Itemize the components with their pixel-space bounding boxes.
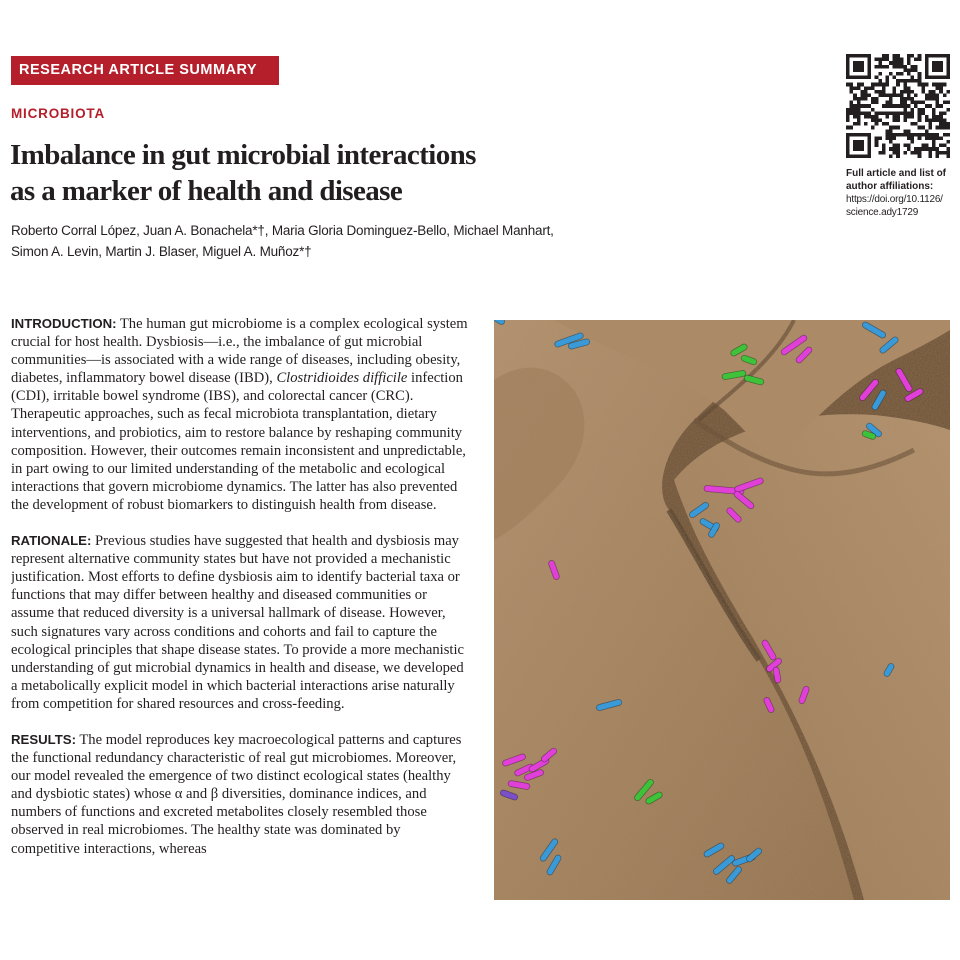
- species-name: Clostridioides difficile: [276, 370, 408, 387]
- results-paragraph: [11, 731, 473, 858]
- doi-link[interactable]: science.ady1729: [846, 207, 919, 218]
- introduction-heading: INTRODUCTION:: [11, 316, 117, 331]
- micrograph-image: [494, 320, 950, 900]
- text-fade: [0, 880, 480, 920]
- article-type-banner: RESEARCH ARTICLE SUMMARY: [11, 56, 279, 85]
- title-line: Imbalance in gut microbial interactions: [10, 139, 476, 171]
- introduction-text: The human gut microbiome is a complex ecological system crucial for host health. Dysbiosis—i.e., the imbalance of gut microbial communities—is associated with a wide range of diseases, including obesity, diabetes, inflammatory bowel disease (IBD),: [11, 316, 468, 387]
- doi-link[interactable]: https://doi.org/10.1126/: [846, 194, 943, 205]
- qr-caption: [846, 167, 958, 219]
- rationale-text: Previous studies have suggested that health and dysbiosis may represent alternative community states but have not provided a mechanistic justification. Most efforts to define dysbiosis aim to identify bacterial taxa or functions that may differ between healthy and diseased communities or assume that reduced diversity is a universal hallmark of disease. However, such signatures vary across conditions and cohorts and fail to capture the ecological principles that shape disease states. To provide a more mechanistic understanding of gut microbial dynamics in health and disease, we developed a metabolically explicit model in which bacterial interactions arise naturally from competition for shared resources and cross-feeding.: [11, 533, 464, 712]
- qr-code-icon[interactable]: [846, 54, 950, 158]
- surface-texture: [494, 320, 950, 900]
- introduction-paragraph: [11, 315, 473, 514]
- results-text: The model reproduces key macroecological patterns and captures the functional redundancy characteristic of real gut microbiomes. Moreover, our model revealed the emergence of two distinct ecological states (healthy and dysbiotic states) whose α and β diversities, dominance indices, and numbers of functions and excreted metabolites closely resembled those observed in real microbiomes. The healthy state was dominated by competitive interactions, whereas: [11, 731, 462, 857]
- rationale-heading: RATIONALE:: [11, 533, 92, 549]
- results-heading: RESULTS:: [11, 731, 76, 747]
- summary-text: [11, 315, 473, 915]
- section-label: MICROBIOTA: [11, 106, 105, 121]
- author-list: [11, 220, 651, 262]
- title-line: as a marker of health and disease: [10, 175, 403, 207]
- author-line: Roberto Corral López, Juan A. Bonachela*†, Maria Gloria Dominguez-Bello, Michael Manhart,: [11, 223, 554, 238]
- rationale-paragraph: [11, 532, 473, 713]
- introduction-text: infection (CDI), irritable bowel syndrome (IBS), and colorectal cancer (CRC). Therapeutic approaches, such as fecal microbiota transplantation, dietary interventions, and probiotics, aim to restore balance by reshaping community composition. However, their outcomes remain inconsistent and unpredictable, in part owing to our limited understanding of the metabolic and ecological interactions that govern microbiome dynamics. The latter has also prevented the development of robust biomarkers to distinguish health from disease.: [11, 370, 466, 513]
- article-title: [10, 137, 570, 209]
- qr-label: Full article and list of author affiliations:: [846, 168, 947, 192]
- author-line: Simon A. Levin, Martin J. Blaser, Miguel A. Muñoz*†: [11, 244, 312, 259]
